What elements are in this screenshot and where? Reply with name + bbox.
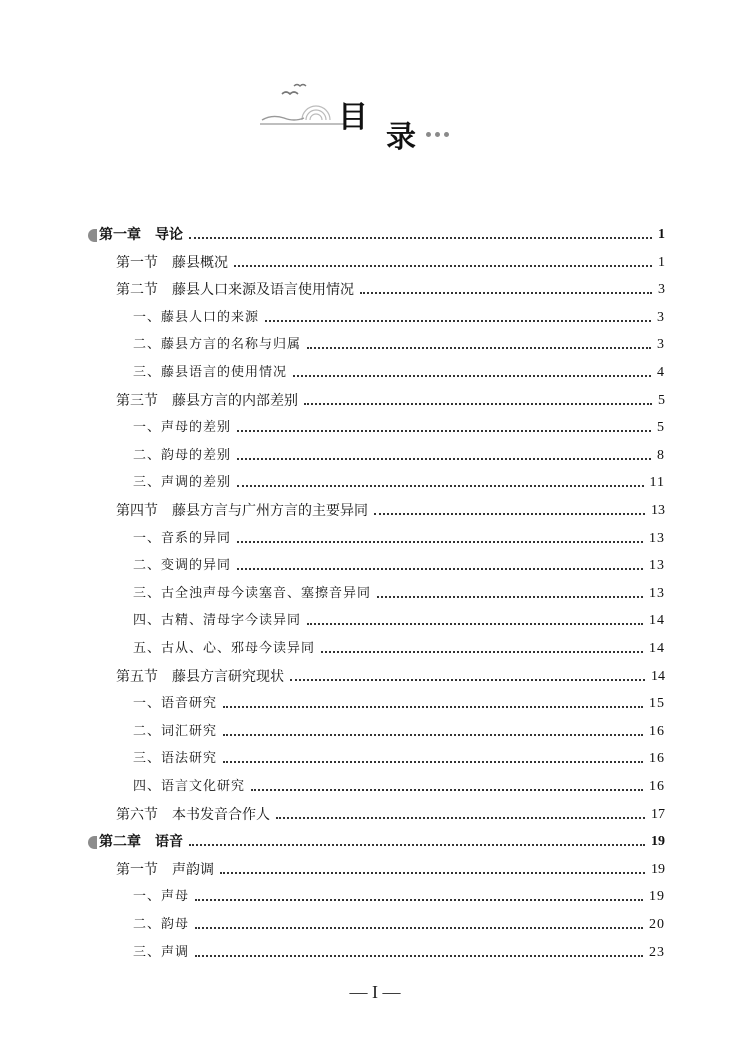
toc-entry-label: 二、韵母的差别 — [133, 447, 232, 463]
seagull-wave-ornament — [258, 80, 348, 130]
toc-entry-page: 13 — [649, 558, 665, 574]
toc-entry-label: 一、藤县人口的来源 — [133, 309, 260, 325]
toc-entry-page: 13 — [649, 530, 665, 546]
dot-leader — [195, 954, 643, 957]
dot-leader — [290, 678, 645, 681]
toc-entry-sub[interactable] — [133, 330, 665, 354]
toc-entry-sub[interactable] — [133, 882, 665, 906]
dot-leader — [220, 871, 645, 874]
toc-entry-sub[interactable] — [133, 551, 665, 575]
dot-leader — [237, 457, 651, 460]
toc-entry-section[interactable] — [116, 800, 665, 824]
toc-entry-label: 四、古精、清母字今读异同 — [133, 613, 302, 629]
toc-entry-label: 三、声调的差别 — [133, 475, 232, 491]
toc-entry-page: 4 — [657, 365, 665, 380]
toc-entry-chapter[interactable] — [88, 220, 665, 244]
chapter-marker-icon — [88, 836, 97, 849]
toc-entry-page: 14 — [651, 668, 665, 684]
toc-entry-label: 第一节 藤县概况 — [116, 254, 228, 271]
toc-header — [0, 0, 750, 180]
toc-entry-page: 3 — [657, 309, 665, 325]
toc-entry-sub[interactable] — [133, 689, 665, 713]
toc-entry-page: 1 — [658, 227, 665, 242]
toc-entry-label: 第六节 本书发音合作人 — [116, 806, 270, 823]
page-number-footer: — I — — [349, 982, 401, 1002]
page-title-char2: 录 — [386, 120, 416, 155]
toc-entry-page: 16 — [649, 779, 665, 794]
toc-entry-page: 17 — [651, 806, 665, 822]
dot-leader — [223, 733, 643, 736]
toc-entry-label: 二、藤县方言的名称与归属 — [133, 337, 302, 353]
toc-entry-sub[interactable] — [133, 358, 665, 382]
toc-entry-sub[interactable] — [133, 413, 665, 437]
toc-entry-sub[interactable] — [133, 468, 665, 492]
toc-entry-page: 5 — [658, 392, 665, 408]
toc-entry-page: 13 — [649, 585, 665, 601]
toc-entry-label: 一、语音研究 — [133, 696, 218, 712]
toc-entry-page: 15 — [649, 696, 665, 712]
dot-leader — [195, 898, 643, 901]
toc-entry-section[interactable] — [116, 662, 665, 686]
toc-entry-label: 一、声母 — [133, 889, 190, 905]
toc-entry-page: 1 — [658, 254, 665, 270]
toc-entry-page: 20 — [649, 917, 665, 932]
dot-leader — [321, 650, 643, 653]
toc-entry-label: 第二章 语音 — [99, 834, 183, 851]
dot-leader — [223, 760, 643, 763]
toc-entry-chapter[interactable] — [88, 827, 665, 851]
toc-entry-sub[interactable] — [133, 744, 665, 768]
dot-leader — [251, 788, 643, 791]
dot-leader — [223, 705, 643, 708]
toc-entry-section[interactable] — [116, 275, 665, 299]
dot-leader — [307, 346, 651, 349]
dot-leader — [234, 264, 652, 267]
toc-entry-page: 23 — [649, 944, 665, 960]
dot-leader — [265, 319, 651, 322]
dot-leader — [189, 236, 652, 239]
toc-entry-label: 二、词汇研究 — [133, 723, 218, 739]
toc-entry-section[interactable] — [116, 248, 665, 272]
dot-leader — [307, 622, 643, 625]
dot-leader — [360, 291, 652, 294]
toc-entry-page: 16 — [649, 751, 665, 767]
dot-leader — [304, 402, 652, 405]
dot-leader — [189, 843, 645, 846]
toc-entry-label: 一、声母的差别 — [133, 420, 232, 436]
toc-entry-label: 第四节 藤县方言与广州方言的主要异同 — [116, 503, 368, 519]
toc-entry-label: 五、古从、心、邪母今读异同 — [133, 641, 316, 656]
toc-entry-label: 三、语法研究 — [133, 751, 218, 767]
toc-entry-page: 14 — [649, 613, 665, 629]
dot-leader — [237, 540, 643, 543]
dot-leader — [237, 429, 651, 432]
toc-entry-page: 13 — [651, 503, 665, 518]
toc-entry-page: 19 — [651, 834, 665, 850]
toc-entry-page: 19 — [651, 861, 665, 877]
toc-entry-sub[interactable] — [133, 772, 665, 796]
toc-entry-sub[interactable] — [133, 634, 665, 658]
toc-entry-label: 二、变调的异同 — [133, 558, 232, 574]
toc-entry-label: 第二节 藤县人口来源及语言使用情况 — [116, 282, 354, 299]
toc-entry-label: 四、语言文化研究 — [133, 779, 246, 794]
toc-entry-page: 8 — [657, 447, 665, 463]
ellipsis-ornament — [426, 132, 449, 137]
toc-entry-page: 3 — [658, 282, 665, 298]
toc-entry-sub[interactable] — [133, 717, 665, 741]
toc-entry-section[interactable] — [116, 386, 665, 410]
toc-entry-sub[interactable] — [133, 303, 665, 327]
dot-leader — [237, 567, 643, 570]
toc-entry-label: 三、古全浊声母今读塞音、塞擦音异同 — [133, 585, 372, 601]
dot-leader — [237, 484, 644, 487]
toc-entry-page: 11 — [649, 475, 665, 491]
toc-entry-label: 第五节 藤县方言研究现状 — [116, 668, 284, 685]
dot-leader — [276, 816, 645, 819]
toc-entry-label: 第三节 藤县方言的内部差别 — [116, 392, 298, 409]
toc-entry-page: 16 — [649, 723, 665, 739]
dot-leader — [374, 512, 645, 515]
toc-entry-label: 二、韵母 — [133, 917, 190, 932]
toc-entry-sub[interactable] — [133, 938, 665, 962]
dot-leader — [377, 595, 643, 598]
toc-entry-label: 第一章 导论 — [99, 227, 183, 243]
toc-entry-page: 3 — [657, 337, 665, 353]
toc-entry-label: 第一节 声韵调 — [116, 861, 214, 878]
dot-leader — [293, 374, 651, 377]
page-title-char1: 目 — [338, 100, 368, 135]
toc-entry-page: 19 — [649, 889, 665, 905]
toc-entry-sub[interactable] — [133, 579, 665, 603]
toc-entry-label: 一、音系的异同 — [133, 530, 232, 546]
toc-entry-label: 三、藤县语言的使用情况 — [133, 365, 288, 380]
chapter-marker-icon — [88, 229, 97, 242]
toc-entry-sub[interactable] — [133, 910, 665, 934]
toc-entry-section[interactable] — [116, 855, 665, 879]
toc-entry-page: 14 — [649, 641, 665, 656]
dot-leader — [195, 926, 643, 929]
toc-entry-section[interactable] — [116, 496, 665, 520]
toc-entry-sub[interactable] — [133, 606, 665, 630]
toc-entry-sub[interactable] — [133, 524, 665, 548]
toc-entry-label: 三、声调 — [133, 944, 190, 960]
toc-entry-page: 5 — [657, 420, 665, 436]
toc-entry-sub[interactable] — [133, 441, 665, 465]
